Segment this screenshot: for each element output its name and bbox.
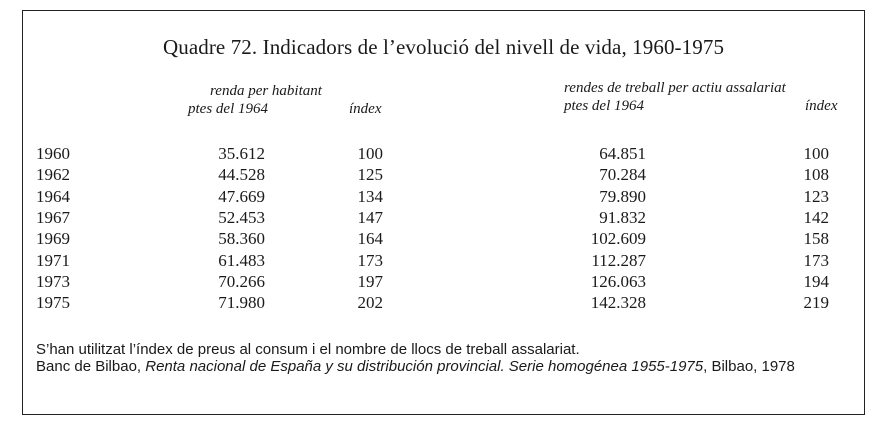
note-source (36, 358, 851, 375)
year-cell: 1960 (36, 144, 70, 163)
source-title: Renta nacional de España y su distribución provincial. Serie homogénea 1955-1975 (145, 358, 704, 375)
index1-cell: 197 (357, 271, 383, 291)
index2-cell: 194 (803, 271, 829, 291)
header-rendes-de-treball: rendes de treball per actiu assalariat (564, 80, 786, 96)
index1-cell: 173 (357, 250, 383, 270)
rendes-cell: 102.609 (590, 229, 646, 249)
rendes-cell: 91.832 (599, 207, 646, 227)
table-row (23, 144, 864, 166)
source-prefix: Banc de Bilbao, (36, 358, 146, 375)
table-row (23, 165, 864, 187)
table-row (23, 208, 864, 230)
renda-cell: 70.266 (218, 271, 265, 291)
index2-cell: 142 (803, 207, 829, 227)
header-ptes-1964-col1: ptes del 1964 (188, 101, 268, 117)
index2-cell: 108 (803, 165, 829, 185)
index2-cell: 123 (803, 186, 829, 206)
index1-cell: 134 (357, 186, 383, 206)
renda-cell: 52.453 (218, 207, 265, 227)
header-renda-per-habitant: renda per habitant (210, 83, 322, 99)
rendes-cell: 70.284 (599, 165, 646, 185)
rendes-cell: 64.851 (599, 144, 646, 163)
table-row (23, 229, 864, 251)
table-row (23, 187, 864, 209)
year-cell: 1975 (36, 293, 70, 313)
renda-cell: 61.483 (218, 250, 265, 270)
rendes-cell: 126.063 (590, 271, 646, 291)
rendes-cell: 79.890 (599, 186, 646, 206)
renda-cell: 47.669 (218, 186, 265, 206)
year-cell: 1973 (36, 271, 70, 291)
year-cell: 1969 (36, 229, 70, 249)
index1-cell: 202 (357, 293, 383, 313)
source-suffix: , Bilbao, 1978 (703, 358, 795, 375)
renda-cell: 71.980 (218, 293, 265, 313)
renda-cell: 58.360 (218, 229, 265, 249)
header-index-col2: índex (805, 98, 838, 114)
rendes-cell: 142.328 (590, 293, 646, 313)
note-methodology: S’han utilitzat l’índex de preus al consum i el nombre de llocs de treball assalariat. (36, 341, 580, 358)
table-row (23, 293, 864, 315)
index2-cell: 100 (803, 144, 829, 163)
rendes-cell: 112.287 (591, 250, 646, 270)
index2-cell: 219 (803, 293, 829, 313)
renda-cell: 44.528 (218, 165, 265, 185)
index1-cell: 125 (357, 165, 383, 185)
table-title: Quadre 72. Indicadors de l’evolució del nivell de vida, 1960-1975 (162, 35, 725, 59)
index2-cell: 173 (803, 250, 829, 270)
index1-cell: 100 (357, 144, 383, 163)
header-ptes-1964-col2: ptes del 1964 (564, 98, 644, 114)
table-frame (22, 10, 865, 415)
year-cell: 1971 (36, 250, 70, 270)
year-cell: 1962 (36, 165, 70, 185)
table-notes (36, 341, 851, 375)
index2-cell: 158 (803, 229, 829, 249)
index1-cell: 164 (357, 229, 383, 249)
header-index-col1: índex (349, 101, 382, 117)
year-cell: 1967 (36, 207, 70, 227)
table-row (23, 272, 864, 294)
index1-cell: 147 (357, 207, 383, 227)
year-cell: 1964 (36, 186, 70, 206)
renda-cell: 35.612 (218, 144, 265, 163)
table-row (23, 251, 864, 273)
